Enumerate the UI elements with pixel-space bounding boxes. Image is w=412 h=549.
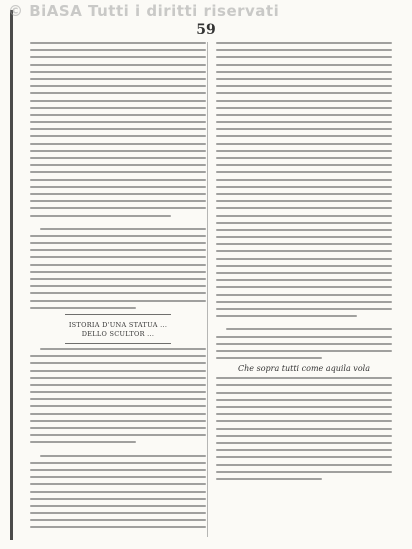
left-column xyxy=(30,42,206,534)
page-binding-edge xyxy=(10,10,13,540)
paragraph-4 xyxy=(30,455,206,529)
page-number: 59 xyxy=(196,22,216,38)
right-column xyxy=(216,42,392,485)
paragraph-3 xyxy=(30,348,206,443)
section-rule-top xyxy=(65,314,171,315)
paragraph-1 xyxy=(30,42,206,217)
column-divider xyxy=(207,42,208,537)
paragraph-6 xyxy=(216,328,392,359)
paragraph-2 xyxy=(30,228,206,309)
watermark-text: © BiASA Tutti i diritti riservati xyxy=(8,2,280,20)
italic-verse: Che sopra tutti come aquila vola xyxy=(238,364,370,374)
section-rule-bottom xyxy=(65,343,171,344)
paragraph-5 xyxy=(216,42,392,317)
paragraph-7 xyxy=(216,377,392,480)
section-heading: ISTORIA D'UNA STATUA ... DELLO SCULTOR ... xyxy=(68,320,168,338)
